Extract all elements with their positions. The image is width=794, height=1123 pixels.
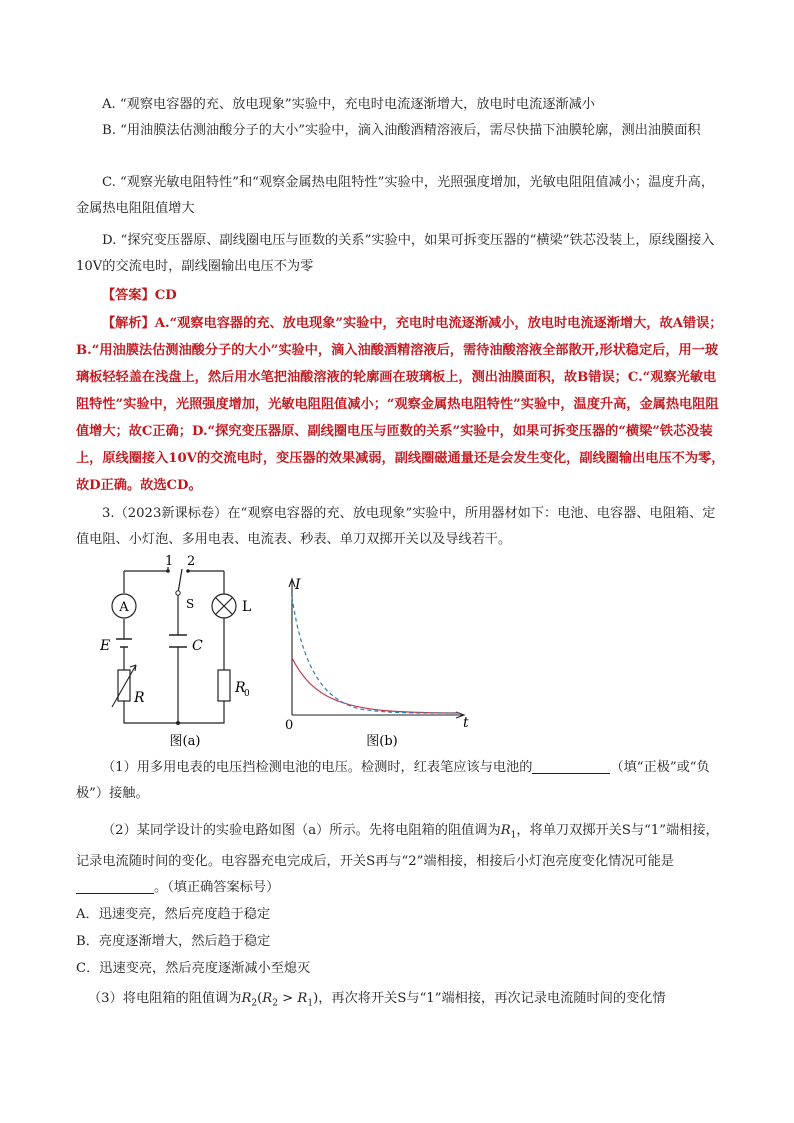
figure-a-caption: 图(a): [169, 734, 201, 749]
figure-b-graph: [280, 575, 480, 750]
resistance-r2: R: [241, 991, 252, 1006]
battery-icon: [116, 639, 132, 647]
inequality-r2-sub: 2: [272, 998, 278, 1009]
answer-line: [76, 283, 726, 309]
analysis-label: 【解析】: [102, 316, 155, 331]
switch-pos-2: 2: [187, 555, 196, 569]
analysis-text: A.“观察电容器的充、放电现象”实验中，充电时电流逐渐减小，放电时电流逐渐增大，故A错误；B.“用油膜法估测油酸分子的大小”实验中，滴入油酸酒精溶液后，需待油酸溶液全部散开,形状稳定后，用一玻璃板轻轻盖在浅盘上，然后用水笔把油酸溶液的轮廓画在玻璃板上，测出油膜面积，故B错误；C.“观察光敏电阻特性”实验中，光照强度增加，光敏电阻阻值减小；“观察金属热电阻特性”实验中，温度升高，金属热电阻阻值增大；故C正确；D.“探究变压器原、副线圈电压与匝数的关系”实验中，如果可拆变压器的“横梁”铁芯没装上，原线圈接入10V的交流电时，变压器的效果减弱，副线圈磁通量还是会发生变化，副线圈输出电压不为零，故D正确。故选CD。: [76, 316, 725, 493]
inequality-r1: R: [297, 991, 308, 1006]
switch-pos-1: 1: [165, 555, 174, 569]
choice-b: B．亮度逐渐增大，然后趋于稳定: [76, 934, 271, 949]
x-axis-label: t: [463, 715, 469, 731]
part-2: [76, 818, 726, 901]
lamp-label: L: [242, 599, 252, 615]
answer-value: CD: [154, 288, 177, 303]
question-3-stem: 3.（2023新课标卷）在“观察电容器的充、放电现象”实验中，所用器材如下：电池、电容器、电阻箱、定值电阻、小灯泡、多用电表、电流表、秒表、单刀双掷开关以及导线若干。: [76, 506, 716, 547]
analysis: [76, 310, 726, 499]
answer-blank-1[interactable]: [532, 759, 610, 774]
inequality-r1-sub: 1: [307, 998, 314, 1009]
switch-label: S: [186, 597, 195, 611]
part-1-text-b: （填“正极”或“负极”）接触。: [76, 760, 710, 801]
figure-a-circuit: [100, 555, 270, 750]
part-2-text-c: 。（填正确答案标号）: [154, 879, 280, 895]
part-3-paren-close: ): [313, 991, 319, 1006]
answer-label: 【答案】: [102, 288, 155, 303]
part-2-text-b: ，将单刀双掷开关S与“1”端相接，记录电流随时间的变化。电容器充电完成后，开关S再与“2”端相接，相接后小灯泡亮度变化情况可能是: [76, 823, 719, 869]
capacitor-label: C: [192, 638, 203, 654]
resistance-r2-sub: 2: [251, 998, 258, 1009]
answer-blank-2[interactable]: [76, 879, 154, 894]
inequality-sign: >: [277, 991, 298, 1006]
option-d: D. “探究变压器原、副线圈电压与匝数的关系”实验中，如果可拆变压器的“横梁”铁芯没装上，原线圈接入10V的交流电时，副线圈输出电压不为零: [76, 233, 715, 274]
figure-b-caption: 图(b): [366, 734, 398, 749]
option-b: B. “用油膜法估测油酸分子的大小”实验中，滴入油酸酒精溶液后，需尽快描下油膜轮廓，测出油膜面积: [102, 123, 701, 138]
option-c: C. “观察光敏电阻特性”和“观察金属热电阻特性”实验中，光照强度增加，光敏电阻阻值减小；温度升高，金属热电阻阻值增大: [76, 175, 715, 216]
resistance-r1: R: [500, 823, 511, 838]
part-1: [76, 755, 726, 807]
y-axis-label: I: [295, 577, 301, 593]
battery-label: E: [100, 638, 111, 654]
choice-a: A．迅速变亮，然后亮度趋于稳定: [76, 907, 271, 922]
inequality-r2: R: [262, 991, 273, 1006]
curve-r2: [292, 597, 460, 713]
option-a: A. “观察电容器的充、放电现象”实验中，充电时电流逐渐增大，放电时电流逐渐减小: [102, 97, 595, 112]
switch-blade: [178, 569, 182, 593]
part-3-paren-open: (: [257, 991, 263, 1006]
part-1-text-a: （1）用多用电表的电压挡检测电池的电压。检测时，红表笔应该与电池的: [102, 760, 533, 775]
fixed-resistor-label: R: [235, 680, 246, 696]
fixed-resistor-icon: [218, 670, 230, 701]
part-3-text-b: ，再次将开关S与“1”端相接，再次记录电流随时间的变化情: [318, 991, 666, 1006]
choice-c: C．迅速变亮，然后亮度逐渐减小至熄灭: [76, 961, 311, 976]
origin-label: 0: [285, 718, 294, 733]
resistance-r1-sub: 1: [510, 830, 517, 841]
fixed-resistor-sub: 0: [244, 689, 250, 699]
part-3: [76, 986, 726, 1017]
ammeter-label: A: [119, 600, 129, 615]
rheostat-label: R: [134, 690, 145, 706]
curve-r1: [292, 658, 460, 713]
capacitor-icon: [169, 635, 187, 647]
part-2-text-a: （2）某同学设计的实验电路如图（a）所示。先将电阻箱的阻值调为: [102, 823, 501, 838]
part-3-text-a: （3）将电阻箱的阻值调为: [88, 991, 242, 1006]
